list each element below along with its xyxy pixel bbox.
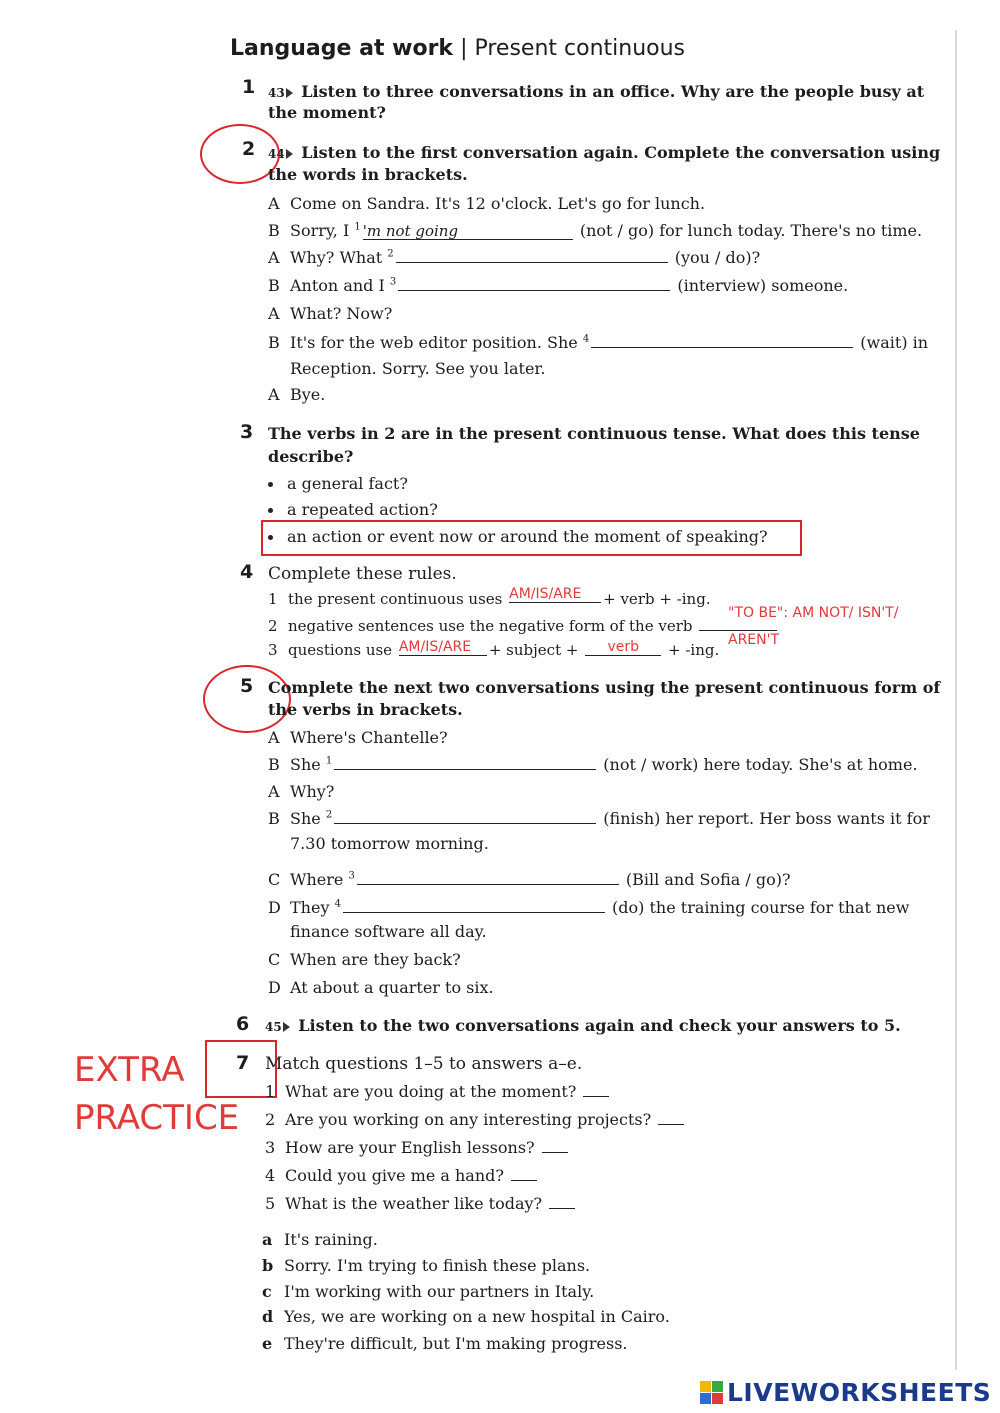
audio-track-number: 45 xyxy=(265,1020,282,1034)
answer-blank-2[interactable] xyxy=(396,248,668,263)
option-item: a repeated action? xyxy=(268,500,438,519)
logo-icon xyxy=(700,1381,724,1405)
dialogue-line: A Where's Chantelle? xyxy=(268,728,448,747)
exercise-1-instruction: 43 Listen to three conversations in an office. Why are the people busy at xyxy=(268,82,925,101)
dialogue-line: A Bye. xyxy=(268,385,326,404)
dialogue-line: Reception. Sorry. See you later. xyxy=(290,359,546,378)
exercise-3-instruction-line2: describe? xyxy=(268,447,354,466)
audio-track-number: 44 xyxy=(268,147,285,161)
exercise-3-instruction: The verbs in 2 are in the present continuous tense. What does this tense xyxy=(268,424,920,443)
rule-3-answer-2[interactable]: verb xyxy=(585,639,661,656)
title-rest: Present continuous xyxy=(474,36,686,61)
page-edge-shadow xyxy=(955,30,957,1370)
answer-item: e They're difficult, but I'm making progress. xyxy=(262,1334,628,1353)
exercise-2-instruction-line2: the words in brackets. xyxy=(268,165,468,184)
practice-label: PRACTICE xyxy=(74,1098,240,1138)
answer-blank-1[interactable]: 'm not going xyxy=(363,222,573,240)
dialogue-line: C Where $^3$ (Bill and Sofia / go)? xyxy=(268,870,791,889)
answer-item: c I'm working with our partners in Italy. xyxy=(262,1282,595,1301)
extra-label: EXTRA xyxy=(74,1050,185,1090)
dialogue-line: finance software all day. xyxy=(290,922,487,941)
exercise-7-number: 7 xyxy=(236,1052,250,1074)
exercise-3-number: 3 xyxy=(240,421,254,443)
exercise-5-number: 5 xyxy=(240,675,254,697)
exercise-2-number: 2 xyxy=(242,138,256,160)
dialogue-line: A What? Now? xyxy=(268,304,393,323)
exercise-6-instruction: 45 Listen to the two conversations again and check your answers to 5. xyxy=(265,1016,901,1035)
dialogue-line: B She $^2$ (finish) her report. Her boss wants it for xyxy=(268,809,930,828)
answer-blank-5-2[interactable] xyxy=(334,809,596,824)
question-item: 3 How are your English lessons? xyxy=(265,1138,570,1157)
question-item: 1 What are you doing at the moment? xyxy=(265,1082,611,1101)
rule-1: 1 the present continuous uses AM/IS/ARE + verb + -ing. xyxy=(268,586,711,608)
exercise-5-instruction: Complete the next two conversations using the present continuous form of xyxy=(268,678,941,697)
option-item: a general fact? xyxy=(268,474,408,493)
answer-blank-4[interactable] xyxy=(591,333,853,348)
answer-blank-5-1[interactable] xyxy=(334,755,596,770)
match-blank-2[interactable] xyxy=(658,1110,684,1125)
answer-blank-5-3[interactable] xyxy=(357,870,619,885)
exercise-1-number: 1 xyxy=(242,76,256,98)
question-item: 4 Could you give me a hand? xyxy=(265,1166,539,1185)
answer-item: b Sorry. I'm trying to finish these plans. xyxy=(262,1256,591,1275)
liveworksheets-logo xyxy=(700,1378,991,1407)
question-item: 2 Are you working on any interesting projects? xyxy=(265,1110,686,1129)
audio-icon xyxy=(283,1022,290,1032)
dialogue-line: B She $^1$ (not / work) here today. She's at home. xyxy=(268,755,918,774)
dialogue-line: 7.30 tomorrow morning. xyxy=(290,834,489,853)
dialogue-line: A Why? xyxy=(268,782,335,801)
rule-1-answer[interactable]: AM/IS/ARE xyxy=(509,586,601,603)
bullet-icon xyxy=(268,482,273,487)
exercise-5-instruction-line2: the verbs in brackets. xyxy=(268,700,463,719)
exercise-1-instruction-line2: the moment? xyxy=(268,103,386,122)
option-item-selected[interactable]: an action or event now or around the moment of speaking? xyxy=(268,527,768,546)
dialogue-line: B Sorry, I $^1$ 'm not going (not / go) for lunch today. There's no time. xyxy=(268,221,923,240)
answer-item: d Yes, we are working on a new hospital in Cairo. xyxy=(262,1307,670,1326)
dialogue-line: B It's for the web editor position. She $^4$ (wait) in xyxy=(268,333,929,352)
dialogue-line: A Why? What $^2$ (you / do)? xyxy=(268,248,761,267)
audio-icon xyxy=(286,149,293,159)
answer-blank-5-4[interactable] xyxy=(343,898,605,913)
exercise-2-instruction: 44 Listen to the first conversation again. Complete the conversation using xyxy=(268,143,941,162)
match-blank-5[interactable] xyxy=(549,1194,575,1209)
bullet-icon xyxy=(268,535,273,540)
exercise-4-number: 4 xyxy=(240,561,254,583)
rule-3-answer[interactable]: AM/IS/ARE xyxy=(399,639,487,656)
match-blank-4[interactable] xyxy=(511,1166,537,1181)
dialogue-line: D At about a quarter to six. xyxy=(268,978,494,997)
title-bold: Language at work xyxy=(230,36,454,61)
bullet-icon xyxy=(268,508,273,513)
title-separator: | xyxy=(460,36,468,61)
rule-3: 3 questions use AM/IS/ARE + subject + verb + -ing. xyxy=(268,639,720,659)
page-title xyxy=(230,36,685,61)
answer-blank-3[interactable] xyxy=(398,276,670,291)
match-blank-1[interactable] xyxy=(583,1082,609,1097)
dialogue-line: D They $^4$ (do) the training course for that new xyxy=(268,898,910,917)
audio-icon xyxy=(286,88,293,98)
dialogue-line: B Anton and I $^3$ (interview) someone. xyxy=(268,276,849,295)
rule-2-answer-line2: AREN'T xyxy=(728,632,780,648)
exercise-6-number: 6 xyxy=(236,1013,250,1035)
match-blank-3[interactable] xyxy=(542,1138,568,1153)
audio-track-number: 43 xyxy=(268,86,285,100)
answer-item: a It's raining. xyxy=(262,1230,378,1249)
question-item: 5 What is the weather like today? xyxy=(265,1194,577,1213)
rule-2-answer: "TO BE": AM NOT/ ISN'T/ xyxy=(728,605,899,621)
exercise-7-instruction: Match questions 1–5 to answers a–e. xyxy=(265,1054,583,1074)
dialogue-line: C When are they back? xyxy=(268,950,461,969)
exercise-4-instruction: Complete these rules. xyxy=(268,564,457,584)
dialogue-line: A Come on Sandra. It's 12 o'clock. Let's go for lunch. xyxy=(268,194,706,213)
logo-text: LIVEWORKSHEETS xyxy=(727,1378,992,1407)
rule-2: 2 negative sentences use the negative form of the verb xyxy=(268,616,779,635)
